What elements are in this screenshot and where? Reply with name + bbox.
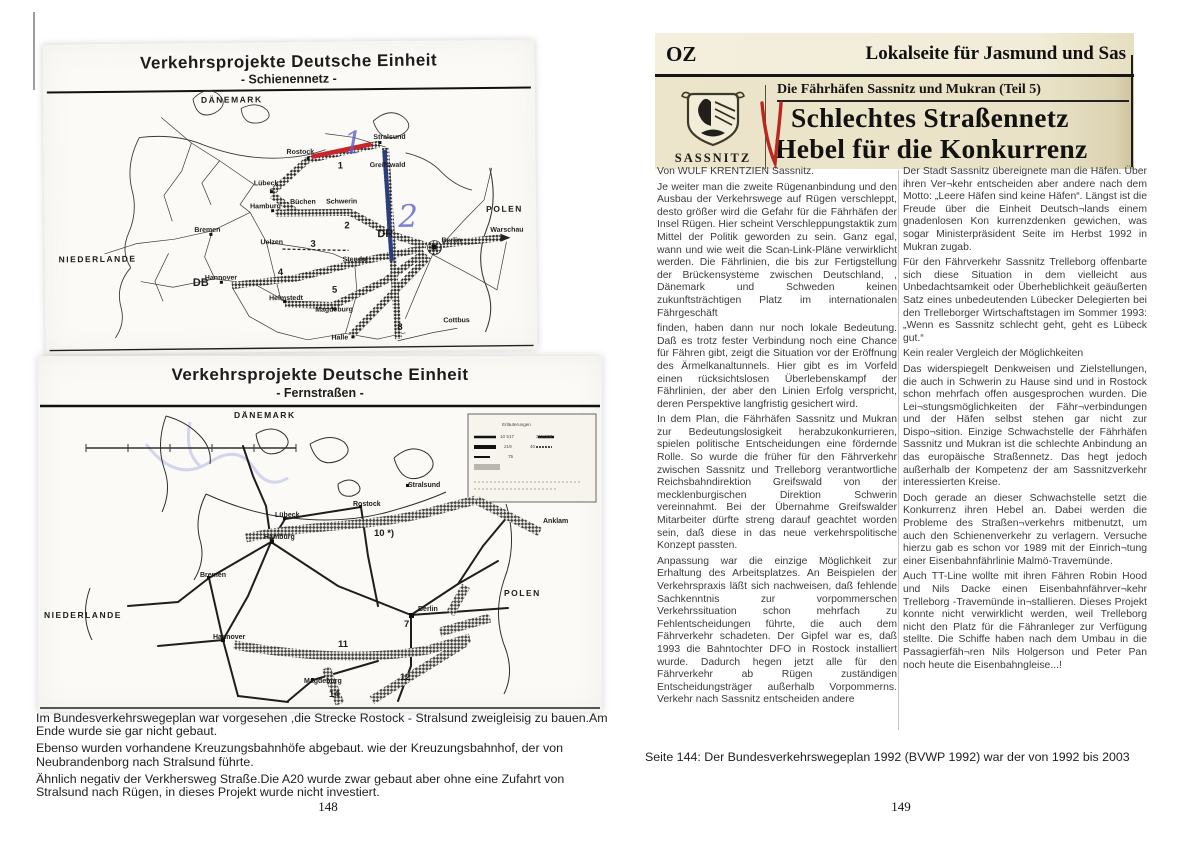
map-label: 10 *) <box>374 528 395 539</box>
map-label: Anklam <box>543 518 569 525</box>
map-label: Berlin <box>418 606 438 613</box>
map-label: DB <box>192 276 209 290</box>
map-label: Büchen <box>290 198 316 206</box>
map-label: Uelzen <box>260 239 284 247</box>
map-label: Cottbus <box>443 317 470 325</box>
road-map-svg <box>38 356 602 712</box>
map-label: 5 <box>331 284 338 296</box>
map-label: 8 <box>397 321 403 333</box>
map-label: DÄNEMARK <box>200 94 263 105</box>
map-label: 3 <box>310 238 316 250</box>
paragraph: finden, haben dann nur noch lokale Bedeutung. Daß es trotz fester Verbindung noch eine Chance für Fähren gibt, zeigt die Situation vor der Eröffnung des Ärmelkanaltunnels. Hier gibt es im Vorfeld einen rücksichtslosen Überlebenskampf der Fährlinien, der aber den Linien Erfolg verspricht, deren Perspektive langfristig gesichert wird. <box>657 323 897 410</box>
map-label: Stendal <box>342 256 368 264</box>
paragraph: Von WULF KRENTZIEN Sassnitz. <box>657 166 815 177</box>
faint-handwriting <box>146 422 288 482</box>
map-label: 219 <box>504 444 512 449</box>
article-column-left <box>657 166 897 710</box>
road-map-subtitle: - Fernstraßen - <box>276 386 364 400</box>
map-label: Hamburg <box>264 534 295 541</box>
map-label: Bremen <box>200 572 227 579</box>
map-label: 14 <box>329 689 340 700</box>
page-number-left: 148 <box>318 799 338 814</box>
map-label: Magdeburg <box>304 678 342 685</box>
map-label: Greifswald <box>369 161 406 170</box>
coat-of-arms-box <box>661 85 766 169</box>
map-label: Lübeck <box>275 512 300 519</box>
paragraph: Ebenso wurden vorhandene Kreuzungsbahnhöfe abgebaut. wie der Kreuzungsbahnhof, der von Neubrandenborg nach Stralsund führte. <box>36 741 563 769</box>
map-label: 211 108 <box>536 434 553 439</box>
map-label: Rostock <box>353 501 381 508</box>
sassnitz-coat-of-arms <box>663 87 763 149</box>
map-label: Stralsund <box>408 482 441 489</box>
map-label: Hannover <box>204 274 238 282</box>
map-label: Berlin <box>441 237 462 245</box>
map-label: 11 <box>338 639 349 650</box>
article-headline <box>775 102 1135 164</box>
right-page-caption: Seite 144: Der Bundesverkehrswegeplan 1992 (BVWP 1992) war der von 1992 bis 2003 <box>645 750 1130 764</box>
map-label: 12 <box>400 672 411 683</box>
column-separator <box>898 170 899 730</box>
paragraph: Im Bundesverkehrswegeplan war vorgesehen ,die Strecke Rostock - Stralsund zweigleisig zu bauen.Am Ende wurde sie gar nicht gebaut. <box>36 711 608 739</box>
map-label: Hannover <box>213 634 246 641</box>
red-check-mark <box>755 97 785 169</box>
map-label: Hamburg <box>250 203 281 211</box>
clipping-edge-line <box>1131 55 1133 167</box>
crest-caption: SASSNITZ <box>674 151 752 165</box>
map-label: Helmstedt <box>269 294 303 303</box>
paragraph: Für den Fährverkehr Sassnitz Trelleborg offenbarte sich diese Situation in dem vielleicht aus Unbedachtsamkeit oder Überheblichkeit geäußerten Satz eines unbedeutenden Lübecker Delegierten bei den Trelleborger Wirtschaftstagen im Sommer 1993: „Wenn es Sassnitz schlecht geht, geht es Lübeck gut.“ <box>903 257 1147 344</box>
rail-map-scan <box>42 39 537 354</box>
paragraph: Je weiter man die zweite Rügenanbindung und den Ausbau der Verkehrswege auf Rügen verschleppt, desto größer wird die Gefahr für die Fährhäfen der Insel Rügen. Hier scheint Verschleppungstaktik zum Mittel der Politik geworden zu sein. Ganz egal, wann und wie weit die Scan-Link-Pläne verwirklicht werden. Die Fährlinien, die bis zur Fertigstellung der Brückensysteme zwischen Deutschland, , Dänemark und Schweden keinen zukunftsträchtigen Platz im internationalen Fährgeschäft <box>657 181 897 319</box>
paragraph: Auch TT-Line wollte mit ihren Fähren Robin Hood und Nils Dacke einen Eisenbahnfährver¬kehr Trelleborg -Travemünde in¬stallieren. Dieses Projekt konnte nicht verwirklicht werden, weil Trelleborg nicht den Platz für die Fähranleger zur Verfügung stellte. Die Schiffe haben nach dem Umbau in die Passagierfäh¬ren Nils Holgerson und Peter Pan noch heute die Eisenbahngleise...! <box>903 571 1147 671</box>
map-label: Warschau <box>490 226 524 234</box>
map-label: Magdeburg <box>315 306 353 314</box>
legend-box <box>468 414 596 502</box>
map-label: Rostock <box>286 148 315 157</box>
map-label: 7 <box>404 619 410 630</box>
headline-line2: Hebel für die Konkurrenz <box>775 133 1088 164</box>
paragraph: In dem Plan, die Fährhäfen Sassnitz und Mukran zur Bedeutungslosigkeit herabzukonkurrieren, spielen politische Entscheidungen eine fördernde Rolle. So wurde die früher für den Fährverkehr zwischen Sassnitz und Trelleborg verantwortliche Reichsbahndirektion Greifswald von der mecklenburgischen Direktion Schwerin vereinnahmt. Bei der Übernahme Greifswalder Mitarbeiter dürfte streng darauf geachtet worden sein, daß diese in das neue verkehrspolitische Konzept passten. <box>657 414 897 552</box>
left-page-notes <box>36 712 608 803</box>
map-label: Halle <box>331 334 349 342</box>
map-label: Lübeck <box>253 180 279 188</box>
road-map-title: Verkehrsprojekte Deutsche Einheit <box>171 365 469 384</box>
paragraph: Das widerspiegelt Denkweisen und Zielstellungen, die auch in Schwerin zu Hause sind und in Rostock schon mehrfach offen ausgesprochen wurden. Die Lei¬stungsmöglichkeiten der Fähr¬verbindungen und der Häfen selbst stehen gar nicht zur Dispo¬sition. Einzige Schwachstelle der Fährhäfen Sassnitz und Mukran ist die schlechte Anbindung an das europäische Straßennetz. Das hegt jedoch außerhalb der Kompetenz der am Sassnitzverkehr interessierten Kreise. <box>903 363 1147 489</box>
map-label: POLEN <box>504 588 541 598</box>
paragraph: Kein realer Vergleich der Möglichkeiten <box>903 348 1084 360</box>
map-label: NIEDERLANDE <box>44 610 122 620</box>
paragraph: Der Stadt Sassnitz übereignete man die Häfen. Über ihren Ver¬kehr entscheiden aber andere nach dem Motto: „Leere Häfen sind keine Häfen“. Längst ist die Freude über die Einheit Deutsch¬lands einem gnadenlosen Kon kurrenzdenken gewichen, was sogar Ministerpräsident Seite im Herbst 1992 in Mukran zugab. <box>903 166 1147 253</box>
masthead-oz: OZ <box>666 42 697 66</box>
map-label: 1 <box>337 160 344 172</box>
rail-map-svg <box>42 39 537 354</box>
map-label: Stralsund <box>373 133 406 142</box>
paragraph: Anpassung war die einzige Möglichkeit zur Erhaltung des Arbeitsplatzes. An Beispielen der Verkehrspraxis läßt sich nachweisen, daß fehlende Sachkenntnis zur vorpommerschen Verkehrssituation schon mehrfach zu Fehlentscheidungen führte, die auch dem Fährverkehr schadeten. Der Gipfel war es, daß 1993 die Bahntochter DFO in Rostock installiert wurde. Dadurch hegen jetzt alle für den Fährverkehr ab Rügen zuständigen Entscheidungsträger außerhalb Vorpommerns. Verkehr nach Sassnitz entscheiden andere <box>657 555 897 706</box>
headline-line1: Schlechtes Straßennetz <box>791 102 1069 133</box>
road-map-scan <box>38 356 602 712</box>
map-label: DR <box>377 227 394 241</box>
article-kicker: Die Fährhäfen Sassnitz und Mukran (Teil 5) <box>777 82 1129 102</box>
rail-map-title: Verkehrsprojekte Deutsche Einheit <box>139 50 438 73</box>
paragraph: Ähnlich negativ der Verkhersweg Straße.Die A20 wurde zwar gebaut aber ohne eine Zufahrt von Stralsund nach Rügen, in dieses Projekt wurde nicht investiert. <box>36 771 565 800</box>
map-label: 4 <box>277 267 284 279</box>
map-label: 10 517 <box>500 434 515 439</box>
newspaper-clipping <box>655 33 1149 745</box>
map-label: 40 <box>530 444 536 449</box>
map-label: POLEN <box>486 203 523 214</box>
map-label: Schwerin <box>326 198 358 206</box>
map-label: DÄNEMARK <box>234 410 296 420</box>
map-label: 1 <box>343 125 364 162</box>
article-column-right <box>903 166 1147 675</box>
newspaper-masthead <box>655 33 1134 77</box>
road-network-lines <box>128 446 508 702</box>
map-label: Bremen <box>194 226 221 235</box>
map-label: 75 <box>508 454 514 459</box>
paragraph: Doch gerade an dieser Schwachstelle setzt die Konkurrenz ihren Hebel an. Dabei werden die Probleme des Straßen¬verkehrs mitbenutzt, um auch den Schienenverkehr zu verlagern. Versuche hierzu gab es schon vor 1989 mit der Einrich¬tung einer Eisenbahnfährlinie Malmö-Travemünde. <box>903 492 1147 567</box>
map-label: Erläuterungen <box>502 422 531 427</box>
masthead-local-title: Lokalseite für Jasmund und Sas <box>865 43 1126 64</box>
map-label: 2 <box>344 220 350 232</box>
rail-map-subtitle: - Schienennetz - <box>240 71 337 87</box>
newspaper-headline-band <box>655 77 1134 169</box>
map-label: NIEDERLANDE <box>58 253 137 265</box>
page-number-right: 149 <box>891 799 911 814</box>
map-label: 2 <box>398 198 419 235</box>
scan-artifact-line <box>33 12 35 90</box>
